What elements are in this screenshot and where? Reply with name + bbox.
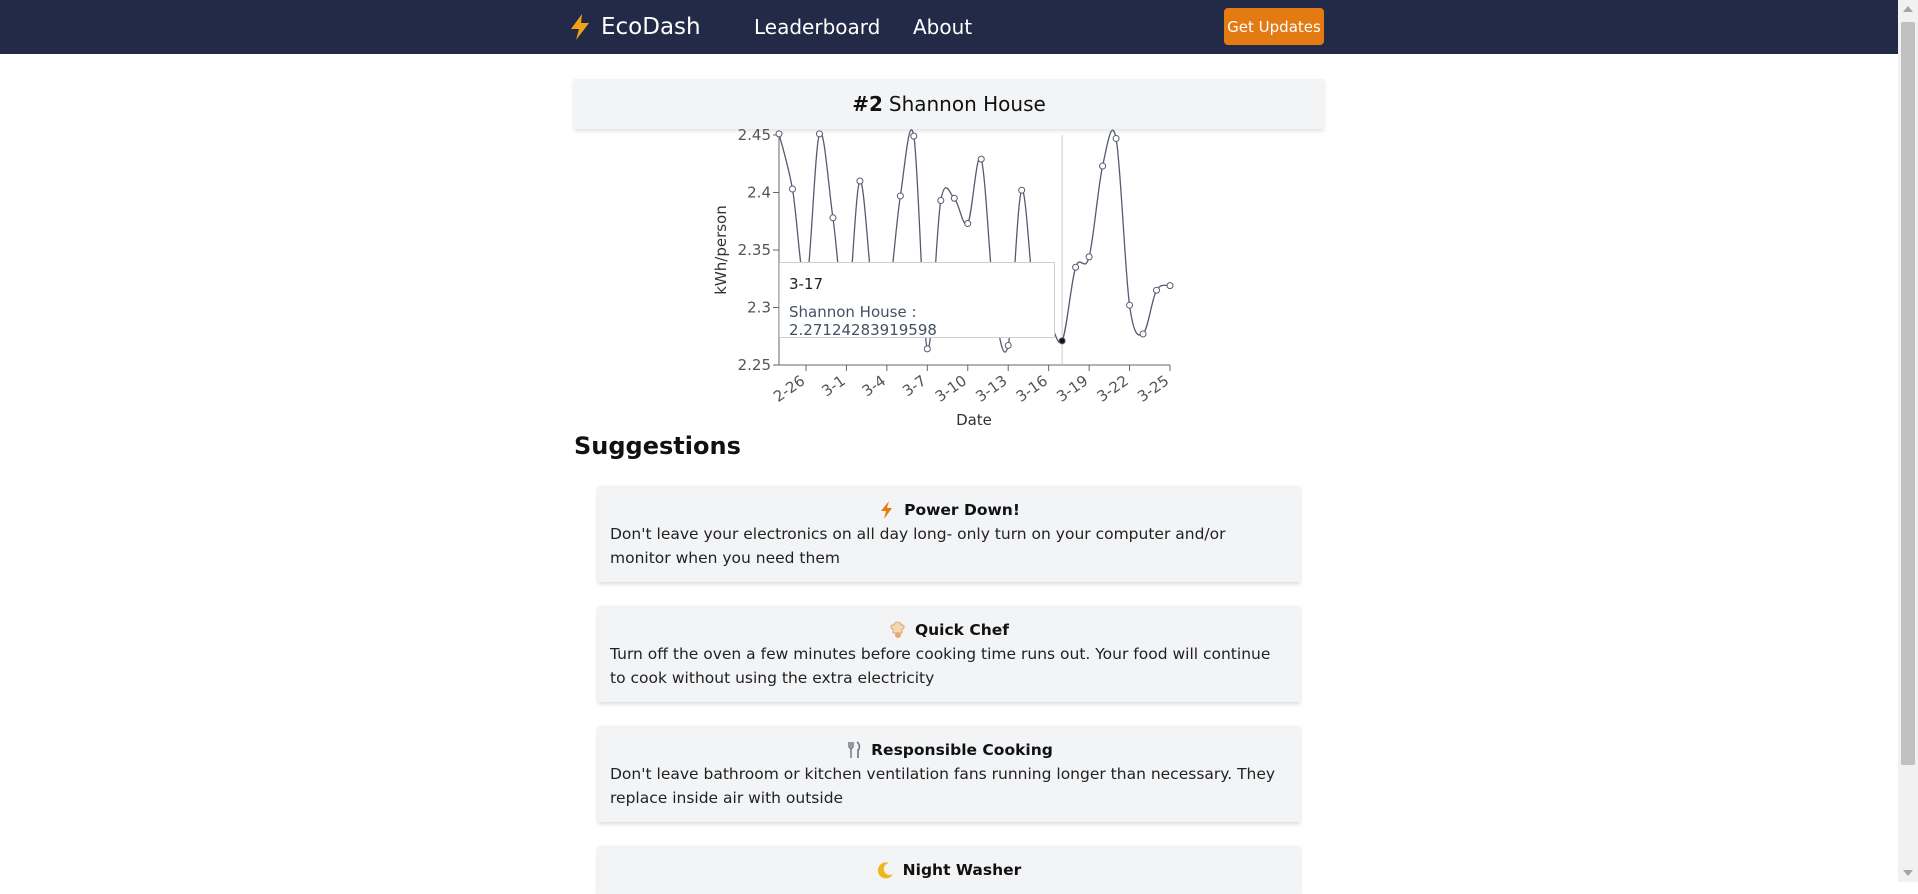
data-point[interactable] <box>1005 342 1011 348</box>
y-tick-label: 2.25 <box>737 356 771 374</box>
chart-tooltip <box>779 262 1055 338</box>
house-rank: #2 <box>852 92 883 116</box>
y-tick-label: 2.3 <box>747 298 771 317</box>
suggestion-header <box>610 858 1288 882</box>
x-tick-label: 3-22 <box>1093 371 1132 406</box>
y-tick-label: 2.4 <box>747 183 771 202</box>
data-point[interactable] <box>897 193 903 199</box>
suggestion-title: Quick Chef <box>914 621 1010 639</box>
suggestion-card <box>598 606 1300 702</box>
data-point[interactable] <box>1113 135 1119 141</box>
suggestion-title: Responsible Cooking <box>871 741 1053 759</box>
data-point[interactable] <box>776 131 782 137</box>
data-point[interactable] <box>1167 283 1173 289</box>
moon-icon <box>877 861 895 879</box>
data-point[interactable] <box>978 156 984 162</box>
x-tick-label: 3-16 <box>1012 371 1051 406</box>
suggestions-heading: Suggestions <box>574 432 741 460</box>
y-tick-label: 2.35 <box>737 241 771 259</box>
data-point[interactable] <box>830 215 836 221</box>
x-axis-title: Date <box>956 411 992 429</box>
suggestion-body: Don't leave bathroom or kitchen ventilation fans running longer than necessary. They replace inside air with outside <box>610 765 1276 807</box>
data-point-active[interactable] <box>1059 338 1065 344</box>
tooltip-value: Shannon House : 2.27124283919598 <box>789 303 937 339</box>
data-point[interactable] <box>924 346 930 352</box>
y-axis-title: kWh/person <box>712 205 730 295</box>
suggestion-header <box>610 498 1288 522</box>
data-point[interactable] <box>1140 331 1146 337</box>
data-point[interactable] <box>951 195 957 201</box>
data-point[interactable] <box>1127 302 1133 308</box>
suggestion-title: Power Down! <box>904 501 1020 519</box>
suggestion-body: Turn off the oven a few minutes before cooking time runs out. Your food will continue to cook without using the extra electricity <box>610 645 1271 687</box>
x-tick-label: 3-25 <box>1134 371 1173 406</box>
data-point[interactable] <box>857 178 863 184</box>
utensils-icon <box>845 741 863 759</box>
x-tick-label: 2-26 <box>770 371 809 406</box>
y-tick-label: 2.45 <box>737 126 771 144</box>
suggestion-card <box>598 486 1300 582</box>
x-tick-label: 3-4 <box>858 371 890 401</box>
brand-name: EcoDash <box>601 14 701 40</box>
nav-link-leaderboard[interactable]: Leaderboard <box>754 15 881 39</box>
tooltip-date: 3-17 <box>789 275 824 293</box>
suggestion-card <box>598 726 1300 822</box>
data-point[interactable] <box>1100 163 1106 169</box>
data-point[interactable] <box>1073 264 1079 270</box>
get-updates-button[interactable]: Get Updates <box>1224 8 1324 45</box>
nav-link-about[interactable]: About <box>913 15 973 39</box>
x-tick-label: 3-19 <box>1053 371 1092 406</box>
lightning-icon <box>878 501 896 519</box>
x-tick-label: 3-13 <box>972 371 1011 406</box>
house-name: Shannon House <box>888 92 1046 116</box>
x-tick-label: 3-7 <box>899 371 930 401</box>
scroll-down-arrow-icon[interactable] <box>1903 870 1913 876</box>
data-point[interactable] <box>789 186 795 192</box>
suggestion-card <box>598 846 1300 894</box>
data-point[interactable] <box>911 133 917 139</box>
data-point[interactable] <box>1019 187 1025 193</box>
suggestion-header <box>610 618 1288 642</box>
data-point[interactable] <box>1154 287 1160 293</box>
suggestion-title: Night Washer <box>902 861 1022 879</box>
suggestion-header <box>610 738 1288 762</box>
chef-icon <box>889 621 907 639</box>
x-tick-label: 3-1 <box>818 371 849 401</box>
data-point[interactable] <box>938 198 944 204</box>
data-point[interactable] <box>1086 254 1092 260</box>
suggestion-body: Don't leave your electronics on all day long- only turn on your computer and/or monitor when you need them <box>610 525 1226 567</box>
x-tick-label: 3-10 <box>931 371 971 406</box>
data-point[interactable] <box>816 131 822 137</box>
data-point[interactable] <box>965 221 971 227</box>
